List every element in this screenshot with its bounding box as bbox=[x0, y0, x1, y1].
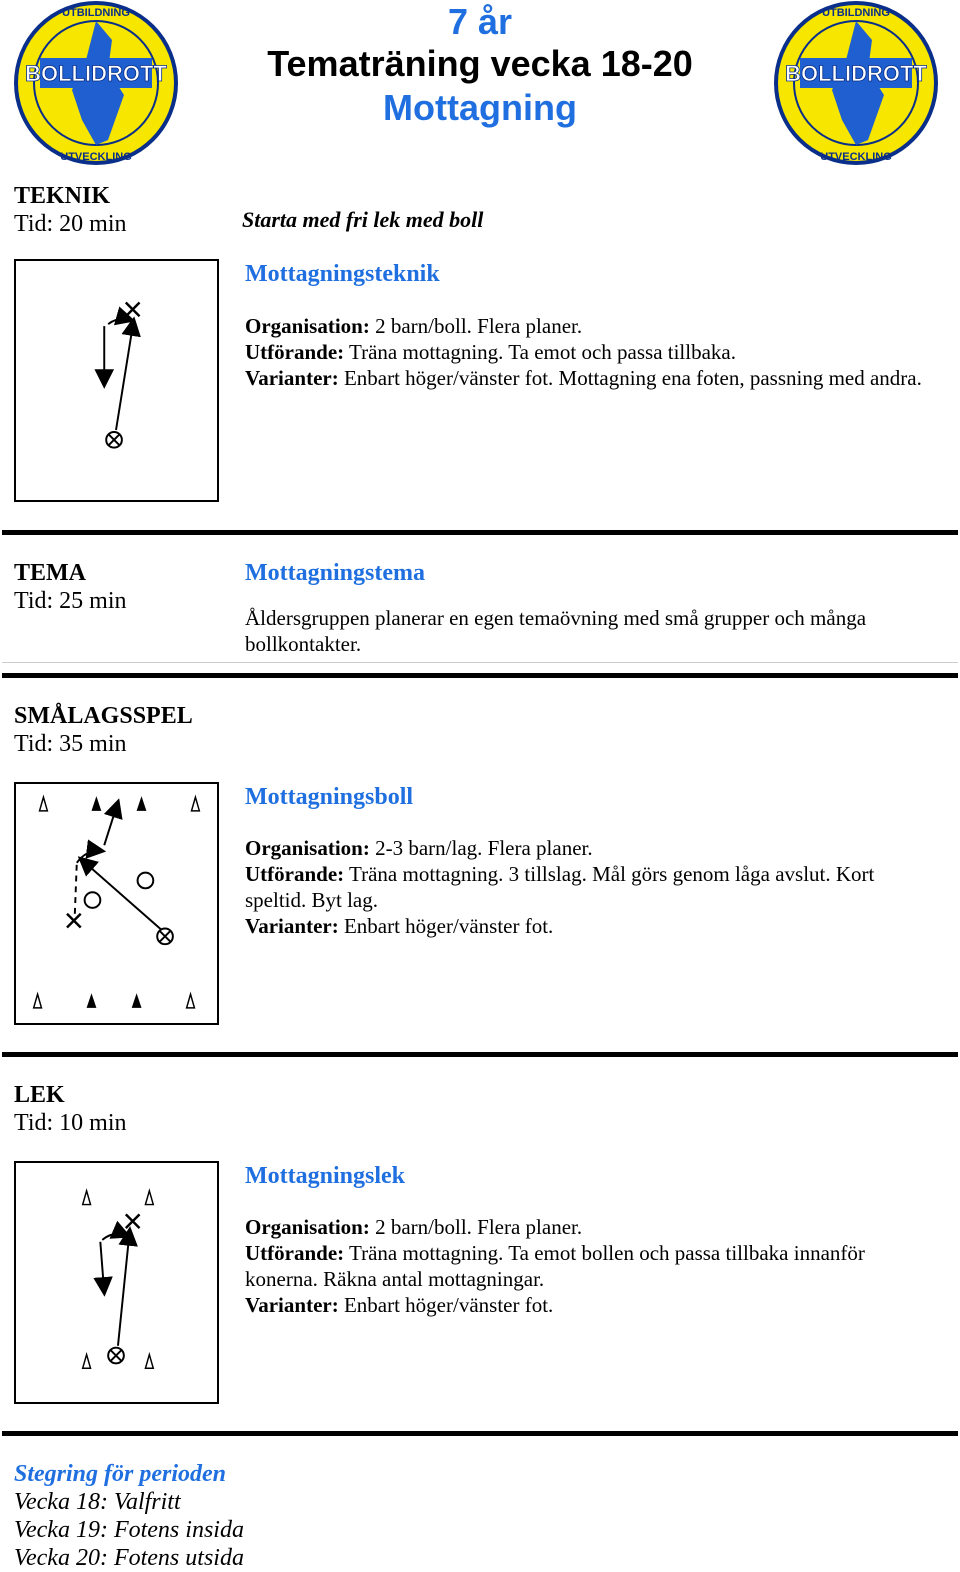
thin-divider bbox=[2, 662, 958, 663]
age-heading: 7 år bbox=[447, 1, 513, 42]
summary-item-week-18: Vecka 18: Valfritt bbox=[14, 1489, 181, 1515]
player-with-ball-icon bbox=[106, 432, 122, 448]
logo-top-text: UTBILDNING bbox=[822, 7, 890, 19]
teknik-utforande bbox=[245, 339, 925, 365]
page-title: Tematräning vecka 18-20 bbox=[267, 43, 693, 84]
logo-main-text: BOLLIDROTT bbox=[785, 61, 927, 86]
value: Enbart höger/vänster fot. bbox=[338, 914, 554, 938]
value: Träna mottagning. Ta emot bollen och passa tillbaka innanför konerna. Räkna antal mottagningar. bbox=[245, 1241, 865, 1291]
label: Varianter: bbox=[245, 914, 339, 938]
opponent-icon bbox=[138, 873, 154, 889]
logo-main-text: BOLLIDROTT bbox=[25, 61, 167, 86]
exercise-title-teknik: Mottagningsteknik bbox=[245, 261, 440, 287]
section-time-smalagsspel: Tid: 35 min bbox=[14, 731, 127, 757]
summary-item-week-20: Vecka 20: Fotens utsida bbox=[14, 1545, 244, 1571]
goal-cones-top-icon bbox=[40, 796, 200, 811]
value: Enbart höger/vänster fot. Mottagning ena foten, passning med andra. bbox=[338, 366, 922, 390]
diagram-teknik bbox=[14, 259, 219, 502]
lek-organisation bbox=[245, 1214, 925, 1240]
label: Organisation: bbox=[245, 1215, 370, 1239]
summary-title: Stegring för perioden bbox=[14, 1461, 227, 1487]
progression-summary bbox=[14, 1460, 244, 1572]
page-header bbox=[200, 0, 760, 130]
opponent-icon bbox=[85, 892, 101, 908]
label: Varianter: bbox=[245, 366, 339, 390]
goal-cones-bottom-icon bbox=[34, 993, 195, 1008]
player-x-icon bbox=[67, 914, 81, 928]
player-x-icon bbox=[126, 1214, 140, 1228]
value: 2-3 barn/lag. Flera planer. bbox=[369, 836, 593, 860]
exercise-body-teknik bbox=[245, 313, 925, 391]
lek-varianter bbox=[245, 1292, 925, 1318]
label: Utförande: bbox=[245, 862, 345, 886]
section-name-smalagsspel: SMÅLAGSSPEL bbox=[14, 703, 193, 729]
logo-bottom-text: UTVECKLING bbox=[60, 151, 132, 163]
player-x-icon bbox=[126, 303, 140, 317]
exercise-title-smalagsspel: Mottagningsboll bbox=[245, 784, 414, 810]
page-subtitle: Mottagning bbox=[383, 87, 577, 128]
teknik-varianter bbox=[245, 365, 925, 391]
exercise-title-tema: Mottagningstema bbox=[245, 560, 425, 586]
section-name-lek: LEK bbox=[14, 1082, 65, 1108]
section-time-tema: Tid: 25 min bbox=[14, 588, 127, 614]
label: Organisation: bbox=[245, 314, 370, 338]
teknik-organisation bbox=[245, 313, 925, 339]
section-divider bbox=[2, 530, 958, 535]
exercise-body-lek bbox=[245, 1214, 925, 1318]
bollidrott-logo-right bbox=[772, 0, 940, 166]
value: Enbart höger/vänster fot. bbox=[338, 1293, 554, 1317]
exercise-body-tema: Åldersgruppen planerar en egen temaövning med små grupper och många bollkontakter. bbox=[245, 606, 867, 656]
value: 2 barn/boll. Flera planer. bbox=[369, 314, 583, 338]
label: Utförande: bbox=[245, 340, 345, 364]
value: 2 barn/boll. Flera planer. bbox=[369, 1215, 583, 1239]
teknik-intro: Starta med fri lek med boll bbox=[242, 207, 484, 232]
exercise-body-smalagsspel bbox=[245, 835, 925, 939]
section-divider bbox=[2, 1431, 958, 1436]
section-name-teknik: TEKNIK bbox=[14, 183, 111, 209]
diagram-lek bbox=[14, 1161, 219, 1404]
section-divider bbox=[2, 673, 958, 678]
value: Träna mottagning. 3 tillslag. Mål görs genom låga avslut. Kort speltid. Byt lag. bbox=[245, 862, 875, 912]
section-divider bbox=[2, 1052, 958, 1057]
bollidrott-logo-left bbox=[12, 0, 180, 166]
player-with-ball-icon bbox=[108, 1348, 124, 1364]
section-name-tema: TEMA bbox=[14, 560, 86, 586]
smalagsspel-organisation bbox=[245, 835, 925, 861]
lek-utforande bbox=[245, 1240, 925, 1292]
label: Utförande: bbox=[245, 1241, 345, 1265]
diagram-smalagsspel bbox=[14, 782, 219, 1025]
label: Varianter: bbox=[245, 1293, 339, 1317]
smalagsspel-varianter bbox=[245, 913, 925, 939]
exercise-title-lek: Mottagningslek bbox=[245, 1163, 406, 1189]
smalagsspel-utforande bbox=[245, 861, 925, 913]
summary-item-week-19: Vecka 19: Fotens insida bbox=[14, 1517, 244, 1543]
value: Träna mottagning. Ta emot och passa tillbaka. bbox=[344, 340, 736, 364]
section-time-teknik: Tid: 20 min bbox=[14, 211, 127, 237]
section-time-lek: Tid: 10 min bbox=[14, 1110, 127, 1136]
logo-top-text: UTBILDNING bbox=[62, 7, 130, 19]
label: Organisation: bbox=[245, 836, 370, 860]
logo-bottom-text: UTVECKLING bbox=[820, 151, 892, 163]
player-with-ball-icon bbox=[157, 929, 173, 945]
